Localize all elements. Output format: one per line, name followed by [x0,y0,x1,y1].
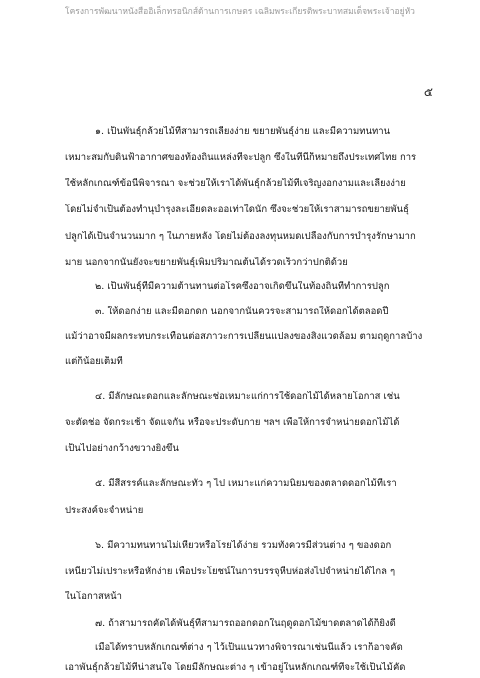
body-line: ๔. มีลักษณะดอกและลักษณะช่อเหมาะแก่การใช้ดอกไม้ได้หลายโอกาส เช่น [95,391,400,402]
body-line: ปลูกได้เป็นจำนวนมาก ๆ ในภายหลัง โดยไม่ต้องลงทุนหมดเปลืองกับการบำรุงรักษามาก [65,231,416,242]
body-line: ๒. เป็นพันธุ์ที่มีความต้านทานต่อโรคซึ่งอาจเกิดขึ้นในท้องถิ่นที่ทำการปลูก [95,281,390,292]
body-line: แม้ว่าอาจมีผลกระทบกระเทือนต่อสภาวะการเปลี่ยนแปลงของสิ่งแวดล้อม ตามฤดูกาลบ้าง [65,331,423,342]
body-line: เอาพันธุ์กล้วยไม้ที่น่าสนใจ โดยมีลักษณะต่าง ๆ เข้าอยู่ในหลักเกณฑ์ที่จะใช้เป็นไม้คัด [65,662,406,673]
body-line: เหนียวไม่เปราะหรือหักง่าย เพื่อประโยชน์ในการบรรจุหีบห่อส่งไปจำหน่ายได้ไกล ๆ [65,566,396,577]
body-line: ๑. เป็นพันธุ์กล้วยไม้ที่สามารถเลี้ยงง่าย ขยายพันธุ์ง่าย และมีความทนทาน [95,126,391,137]
page-header: โครงการพัฒนาหนังสืออิเล็กทรอนิกส์ด้านการเกษตร เฉลิมพระเกียรติพระบาทสมเด็จพระเจ้าอยู่หัว [65,7,415,17]
body-line: ๓. ให้ดอกง่าย และมีดอกดก นอกจากนั้นควรจะสามารถให้ดอกได้ตลอดปี [95,306,389,317]
body-line: ใช้หลักเกณฑ์ข้อนี้พิจารณา จะช่วยให้เราได้พันธุ์กล้วยไม้ที่เจริญงอกงามและเลี้ยงง่าย [65,178,406,189]
body-line: เหมาะสมกับดินฟ้าอากาศของท้องถิ่นแหล่งที่จะปลูก ซึ่งในที่นี้ก็หมายถึงประเทศไทย การ [65,152,417,163]
body-line: ๖. มีความทนทานไม่เหี่ยวหรือโรยได้ง่าย รวมทั้งควรมีส่วนต่าง ๆ ของดอก [95,540,392,551]
page-number: ๕ [423,85,433,99]
body-line: ๕. มีสีสรรค์และลักษณะทั่ว ๆ ไป เหมาะแก่ความนิยมของตลาดดอกไม้ที่เรา [95,478,397,489]
body-line: เมื่อได้ทราบหลักเกณฑ์ต่าง ๆ ไว้เป็นแนวทางพิจารณาเช่นนี้แล้ว เราก็อาจคัด [95,642,403,653]
body-line: จะตัดช่อ จัดกระเช้า จัดแจกัน หรือจะประดับกาย ฯลฯ เพื่อให้การจำหน่ายดอกไม้ได้ [65,417,400,428]
body-line: ประสงค์จะจำหน่าย [65,505,144,516]
body-line: ๗. ถ้าสามารถคัดได้พันธุ์ที่สามารถออกดอกในฤดูดอกไม้ขาดตลาดได้ก็ยิ่งดี [95,618,396,629]
body-line: แต่ก็น้อยเต็มที [65,356,123,367]
body-line: โดยไม่จำเป็นต้องทำนุบำรุงละเอียดละออเท่าใดนัก ซึ่งจะช่วยให้เราสามารถขยายพันธุ์ [65,204,409,215]
body-line: มาย นอกจากนั้นยังจะขยายพันธุ์เพิ่มปริมาณต้นได้รวดเร็วกว่าปกติด้วย [65,257,348,268]
body-line: ในโอกาสหน้า [65,591,122,602]
body-line: เป็นไปอย่างกว้างขวางยิ่งขึ้น [65,443,179,454]
